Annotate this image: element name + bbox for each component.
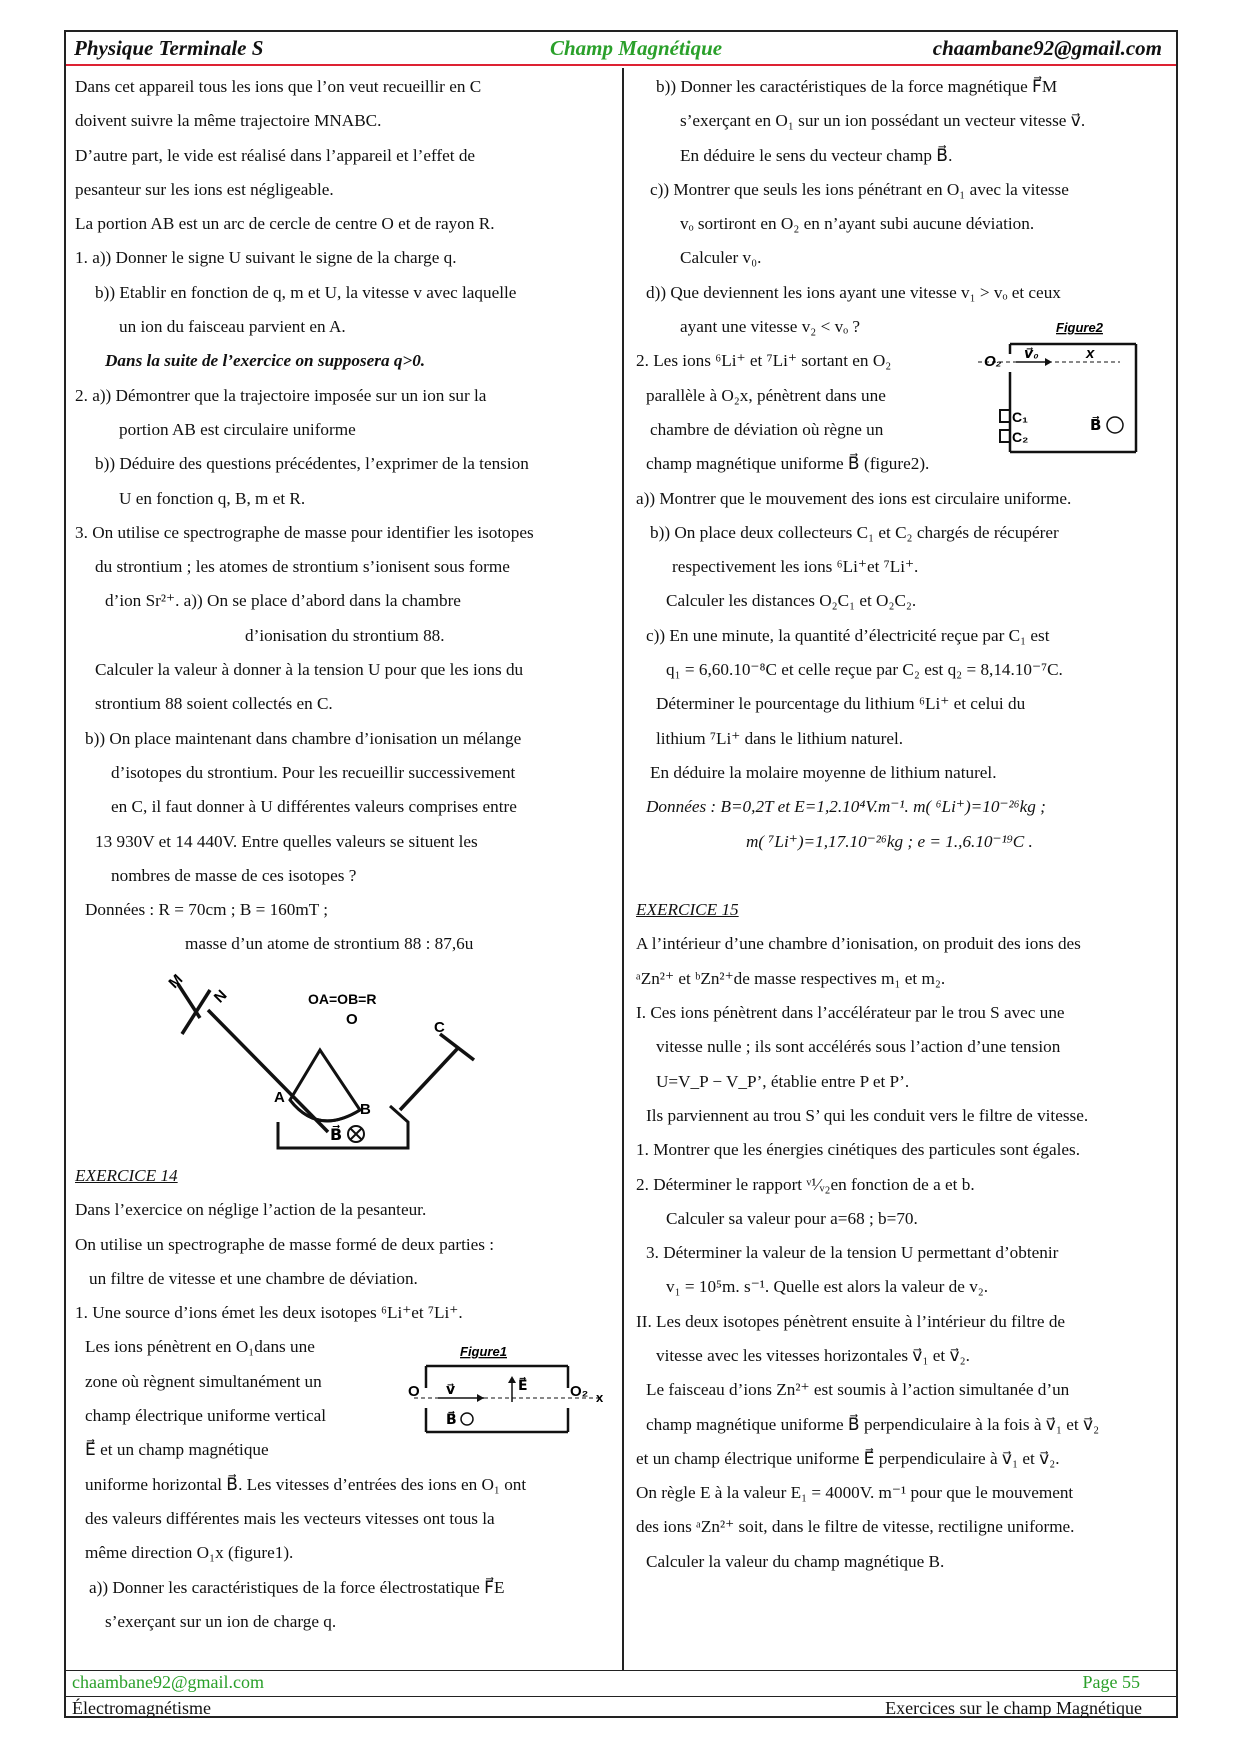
text-line: c)) En une minute, la quantité d’électricité reçue par C₁ est [646, 625, 1050, 645]
text-line: U en fonction q, B, m et R. [119, 488, 306, 508]
left-column-top [75, 70, 615, 962]
page-number: Page 55 [1082, 1672, 1140, 1692]
text-line: 1. Montrer que les énergies cinétiques des particules sont égales. [636, 1140, 1081, 1160]
text-line: portion AB est circulaire uniforme [119, 419, 356, 439]
figure2-label-c1: C₁ [1012, 409, 1028, 425]
figure1-label-b: B⃗ [446, 1411, 457, 1427]
text-line: champ magnétique uniforme B⃗ (figure2). [646, 454, 930, 474]
column-separator [622, 68, 624, 1670]
footer-row-1 [72, 1672, 1170, 1693]
text-line: du strontium ; les atomes de strontium s’ionisent sous forme [95, 557, 510, 577]
text-line [636, 859, 1171, 893]
text-line: même direction O₁x (figure1). [85, 1543, 294, 1563]
text-line: La portion AB est un arc de cercle de centre O et de rayon R. [75, 214, 495, 234]
text-line: et un champ électrique uniforme E⃗ perpendiculaire à v⃗₁ et v⃗₂. [636, 1448, 1060, 1468]
text-line: d)) Que deviennent les ions ayant une vitesse v₁ > vₒ et ceux [646, 282, 1061, 302]
figure2 [970, 318, 1150, 458]
text-line: d’isotopes du strontium. Pour les recueillir successivement [111, 762, 516, 782]
text-line: nombres de masse de ces isotopes ? [111, 865, 357, 885]
figure1 [400, 1340, 610, 1450]
text-line: 2. Déterminer le rapport ᵛ¹⁄ᵥ₂en fonction de a et b. [636, 1174, 975, 1194]
text-line: On utilise un spectrographe de masse formé de deux parties : [75, 1234, 495, 1254]
text-line: Calculer les distances O₂C₁ et O₂C₂. [666, 591, 917, 611]
page-header [72, 34, 1170, 64]
footer-section: Exercices sur le champ Magnétique [885, 1698, 1142, 1718]
text-line: 13 930V et 14 440V. Entre quelles valeurs se situent les [95, 831, 478, 851]
figure2-label-x: x [1086, 345, 1095, 362]
text-line: Données : B=0,2T et E=1,2.10⁴V.m⁻¹. m( ⁶Li⁺)=10⁻²⁶kg ; [646, 797, 1046, 817]
text-line: strontium 88 soient collectés en C. [95, 694, 333, 714]
text-line: Ils parviennent au trou S’ qui les conduit vers le filtre de vitesse. [646, 1105, 1089, 1125]
text-line: vₒ sortiront en O₂ en n’ayant subi aucune déviation. [680, 214, 1035, 234]
text-line: uniforme horizontal B⃗. Les vitesses d’entrées des ions en O₁ ont [85, 1474, 527, 1494]
text-line: a)) Montrer que le mouvement des ions est circulaire uniforme. [636, 488, 1072, 508]
text-line: lithium ⁷Li⁺ dans le lithium naturel. [656, 728, 904, 748]
spectro-field-label: B⃗ [330, 1127, 343, 1144]
text-line: I. Ces ions pénètrent dans l’accélérateur par le trou S avec une [636, 1003, 1065, 1023]
text-line: champ électrique uniforme vertical [85, 1406, 326, 1426]
text-line: 2. Les ions ⁶Li⁺ et ⁷Li⁺ sortant en O₂ [636, 351, 892, 371]
spectro-caption: OA=OB=R [308, 991, 377, 1007]
text-line: chambre de déviation où règne un [650, 419, 884, 439]
spectro-label-o: O [346, 1011, 358, 1028]
text-line: Dans l’exercice on néglige l’action de la pesanteur. [75, 1200, 427, 1220]
footer-row-2 [72, 1698, 1170, 1719]
figure2-title: Figure2 [1056, 320, 1103, 335]
text-line: EXERCICE 15 [636, 900, 739, 920]
text-line: masse d’un atome de strontium 88 : 87,6u [185, 934, 474, 954]
field-out-of-page-icon [461, 1413, 473, 1425]
spectrograph-figure [160, 960, 490, 1150]
text-line: On règle E à la valeur E₁ = 4000V. m⁻¹ pour que le mouvement [636, 1483, 1074, 1503]
text-line: q₁ = 6,60.10⁻⁸C et celle reçue par C₂ est q₂ = 8,14.10⁻⁷C. [666, 660, 1063, 680]
figure2-label-c2: C₂ [1012, 429, 1029, 445]
figure1-label-o2: O₂ [570, 1383, 589, 1400]
text-line: Calculer v₀. [680, 248, 762, 268]
text-line: EXERCICE 14 [75, 1166, 178, 1185]
figure2-label-b: B⃗ [1090, 417, 1102, 434]
spectro-label-c: C [434, 1019, 445, 1036]
text-line: ᵃZn²⁺ et ᵇZn²⁺de masse respectives m₁ et m₂. [636, 968, 946, 988]
text-line: respectivement les ions ⁶Li⁺et ⁷Li⁺. [672, 557, 919, 577]
text-line: un filtre de vitesse et une chambre de déviation. [89, 1268, 418, 1288]
text-line: b)) On place maintenant dans chambre d’ionisation un mélange [85, 728, 522, 748]
text-line: E⃗ et un champ magnétique [85, 1440, 269, 1460]
text-line: vitesse avec les vitesses horizontales v⃗₁ et v⃗₂. [656, 1345, 970, 1365]
text-line: des ions ᵃZn²⁺ soit, dans le filtre de vitesse, rectiligne uniforme. [636, 1517, 1075, 1537]
text-line: des valeurs différentes mais les vecteurs vitesses ont tous la [85, 1508, 495, 1528]
spectro-label-n: N [210, 986, 231, 1007]
text-line: zone où règnent simultanément un [85, 1371, 322, 1391]
footer-rule [66, 1696, 1176, 1697]
text-line: v₁ = 10⁵m. s⁻¹. Quelle est alors la valeur de v₂. [666, 1277, 989, 1297]
footer-subject: Électromagnétisme [72, 1698, 211, 1718]
text-line: b)) Déduire des questions précédentes, l’exprimer de la tension [95, 454, 529, 474]
text-line: un ion du faisceau parvient en A. [119, 317, 346, 337]
text-line: Données : R = 70cm ; B = 160mT ; [85, 900, 328, 920]
text-line: d’ionisation du strontium 88. [245, 625, 445, 645]
text-line: champ magnétique uniforme B⃗ perpendiculaire à la fois à v⃗₁ et v⃗₂ [646, 1414, 1100, 1434]
header-email: chaambane92@gmail.com [932, 36, 1162, 60]
text-line: 1. Une source d’ions émet les deux isotopes ⁶Li⁺et ⁷Li⁺. [75, 1303, 463, 1323]
header-chapter: Champ Magnétique [550, 36, 723, 60]
text-line: s’exerçant sur un ion de charge q. [105, 1611, 337, 1631]
text-line: En déduire le sens du vecteur champ B⃗. [680, 145, 953, 165]
text-line: Dans cet appareil tous les ions que l’on veut recueillir en C [75, 77, 482, 96]
text-line: Le faisceau d’ions Zn²⁺ est soumis à l’action simultanée d’un [646, 1380, 1070, 1400]
text-line: Les ions pénètrent en O₁dans une [85, 1337, 315, 1357]
text-line: 2. a)) Démontrer que la trajectoire imposée sur un ion sur la [75, 385, 487, 405]
text-line: doivent suivre la même trajectoire MNABC. [75, 111, 382, 131]
footer-top-rule [66, 1670, 1176, 1671]
text-line: pesanteur sur les ions est négligeable. [75, 179, 334, 199]
text-line: en C, il faut donner à U différentes valeurs comprises entre [111, 797, 517, 817]
field-out-of-page-icon [1107, 417, 1123, 433]
header-course: Physique Terminale S [74, 36, 264, 60]
spectro-label-a: A [274, 1089, 285, 1106]
text-line: Calculer la valeur du champ magnétique B. [646, 1551, 945, 1571]
text-line: 3. On utilise ce spectrographe de masse pour identifier les isotopes [75, 522, 534, 542]
right-column [636, 70, 1171, 1579]
text-line: En déduire la molaire moyenne de lithium naturel. [650, 762, 997, 782]
spectro-label-m: M [165, 971, 187, 992]
text-line: II. Les deux isotopes pénètrent ensuite à l’intérieur du filtre de [636, 1311, 1066, 1331]
footer-email: chaambane92@gmail.com [72, 1672, 265, 1692]
text-line: b)) Etablir en fonction de q, m et U, la vitesse v avec laquelle [95, 282, 517, 302]
figure2-label-o2: O₂ [984, 353, 1002, 370]
text-line: U=V_P − V_P’, établie entre P et P’. [656, 1071, 910, 1091]
text-line: m( ⁷Li⁺)=1,17.10⁻²⁶kg ; e = 1.,6.10⁻¹⁹C . [746, 831, 1033, 851]
text-line: b)) On place deux collecteurs C₁ et C₂ chargés de récupérer [650, 522, 1059, 542]
text-line: Calculer sa valeur pour a=68 ; b=70. [666, 1208, 918, 1228]
text-line: vitesse nulle ; ils sont accélérés sous l’action d’une tension [656, 1037, 1061, 1057]
figure1-label-e: E⃗ [518, 1377, 528, 1393]
text-line: b)) Donner les caractéristiques de la force magnétique F⃗M [656, 77, 1058, 96]
figure2-label-v: v⃗₀ [1024, 345, 1039, 361]
text-line: parallèle à O₂x, pénètrent dans une [646, 385, 886, 405]
text-line: 1. a)) Donner le signe U suivant le signe de la charge q. [75, 248, 457, 268]
text-line: s’exerçant en O₁ sur un ion possédant un vecteur vitesse v⃗. [680, 111, 1086, 131]
figure1-title: Figure1 [460, 1344, 507, 1359]
text-line: c)) Montrer que seuls les ions pénétrant en O₁ avec la vitesse [650, 179, 1069, 199]
text-line: d’ion Sr²⁺. a)) On se place d’abord dans la chambre [105, 591, 461, 611]
spectro-label-b: B [360, 1101, 371, 1118]
figure1-label-v: v⃗ [446, 1381, 456, 1397]
text-line: A l’intérieur d’une chambre d’ionisation, on produit des ions des [636, 934, 1081, 954]
text-line: Déterminer le pourcentage du lithium ⁶Li⁺ et celui du [656, 694, 1026, 714]
figure1-label-x: x [596, 1390, 604, 1405]
figure1-label-o: O [408, 1383, 420, 1400]
text-line: Calculer la valeur à donner à la tension U pour que les ions du [95, 660, 524, 680]
text-line: a)) Donner les caractéristiques de la force électrostatique F⃗E [89, 1577, 505, 1597]
text-line: 3. Déterminer la valeur de la tension U permettant d’obtenir [646, 1243, 1059, 1263]
header-rule [66, 64, 1176, 66]
text-line: ayant une vitesse v₂ < vₒ ? [680, 317, 861, 337]
text-line: Dans la suite de l’exercice on supposera q>0. [105, 351, 426, 371]
text-line: D’autre part, le vide est réalisé dans l’appareil et l’effet de [75, 145, 476, 165]
